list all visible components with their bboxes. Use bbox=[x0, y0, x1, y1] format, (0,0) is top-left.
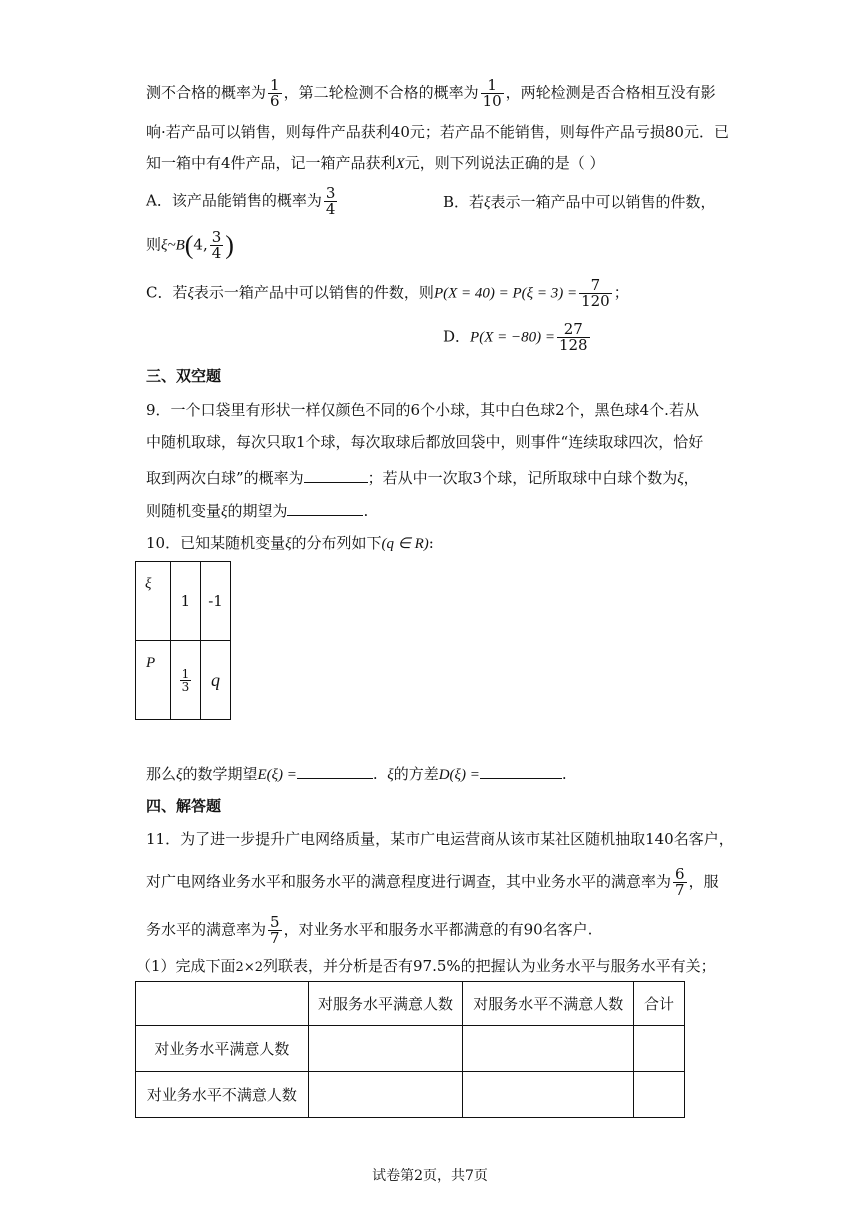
numerator: 3 bbox=[211, 228, 222, 246]
numerator: 1 bbox=[487, 76, 497, 94]
contingency-table bbox=[135, 981, 685, 1118]
answer-blank[interactable] bbox=[480, 762, 562, 779]
q10-text: 的方差 bbox=[393, 765, 439, 783]
variable: ξ bbox=[187, 285, 194, 302]
q10-text: 的分布列如下 bbox=[291, 534, 382, 552]
q8-line2: 响·若产品可以销售，则每件产品获利40元；若产品不能销售，则每件产品亏损80元．已 bbox=[146, 123, 729, 141]
q9-line1: 9．一个口袋里有形状一样仅颜色不同的6个小球，其中白色球2个，黑色球4个.若从 bbox=[146, 401, 699, 419]
fraction bbox=[673, 867, 687, 898]
q8-line1 bbox=[146, 78, 716, 109]
fraction bbox=[268, 915, 282, 946]
option-text: ； bbox=[613, 283, 629, 302]
q8-line3 bbox=[146, 153, 605, 174]
q8-option-b bbox=[443, 192, 715, 213]
q9-text: . bbox=[363, 502, 369, 520]
q11-text: 列联表，并分析是否有97.5%的把握认为业务水平与服务水平有关； bbox=[262, 957, 716, 975]
q10-text: 10．已知某随机变量 bbox=[146, 534, 286, 552]
table-cell: ξ bbox=[136, 562, 171, 641]
table-row-label: 对业务水平满意人数 bbox=[136, 1026, 309, 1072]
q11-line1: 11．为了进一步提升广电网络质量，某市广电运营商从该市某社区随机抽取140名客户， bbox=[146, 830, 734, 848]
fraction bbox=[557, 322, 590, 353]
fraction bbox=[268, 78, 282, 109]
q8-option-a bbox=[146, 186, 339, 217]
table-cell[interactable] bbox=[634, 1026, 685, 1072]
q9-text: ；若从中一次取3个球，记所取球中白球个数为 bbox=[367, 469, 678, 487]
answer-blank[interactable] bbox=[297, 762, 373, 779]
page-footer: 试卷第2页，共7页 bbox=[372, 1168, 488, 1184]
variable: ξ bbox=[387, 767, 394, 783]
numerator: 7 bbox=[590, 276, 601, 294]
math-expression: (q ∈ R) bbox=[381, 536, 429, 552]
q11-text: 对广电网络业务水平和服务水平的满意程度进行调查，其中业务水平的满意率为 bbox=[146, 872, 672, 891]
option-text: B．若 bbox=[443, 193, 485, 211]
section-heading-4: 四、解答题 bbox=[146, 797, 222, 815]
option-text: C．若 bbox=[146, 283, 188, 302]
option-text: 表示一箱产品中可以销售的件数，则 bbox=[193, 283, 434, 302]
table-row bbox=[136, 1026, 685, 1072]
table-row bbox=[136, 1072, 685, 1118]
q10-text: : bbox=[428, 534, 434, 552]
numerator: 5 bbox=[270, 913, 280, 931]
denominator: 4 bbox=[325, 200, 336, 218]
q8-option-c bbox=[146, 278, 629, 309]
variable: X bbox=[395, 156, 405, 172]
option-text: 表示一箱产品中可以销售的件数， bbox=[490, 193, 716, 211]
table-cell bbox=[170, 641, 200, 720]
variable: ξ bbox=[176, 767, 183, 783]
table-cell[interactable] bbox=[308, 1026, 463, 1072]
section-heading-3: 三、双空题 bbox=[146, 367, 222, 385]
denominator: 7 bbox=[270, 929, 280, 947]
q8-text: ，第二轮检测不合格的概率为 bbox=[283, 83, 479, 102]
table-cell[interactable] bbox=[308, 1072, 463, 1118]
q10-text: . bbox=[561, 765, 567, 783]
math-expression: 2×2 bbox=[235, 960, 263, 975]
q8-option-b-line2 bbox=[146, 230, 234, 261]
paren-left: ( bbox=[184, 230, 194, 260]
table-header-cell: 对服务水平满意人数 bbox=[308, 982, 463, 1026]
denominator: 10 bbox=[482, 92, 502, 110]
variable: ξ bbox=[677, 471, 684, 487]
q8-text: 元，则下列说法正确的是（ ） bbox=[404, 154, 605, 172]
math-expression: P(X = −80) = bbox=[470, 329, 555, 346]
q9-text: 则随机变量 bbox=[146, 502, 222, 520]
table-cell[interactable] bbox=[463, 1026, 634, 1072]
fraction bbox=[180, 668, 192, 693]
q10-line1 bbox=[146, 533, 434, 554]
numerator: 27 bbox=[563, 320, 583, 338]
q11-line2 bbox=[146, 867, 719, 898]
q11-text: （1）完成下面 bbox=[136, 957, 236, 975]
paren-right: ) bbox=[225, 230, 234, 260]
denominator: 6 bbox=[270, 92, 280, 110]
numerator: 6 bbox=[675, 865, 685, 883]
q9-text: 取到两次白球”的概率为 bbox=[146, 469, 304, 487]
distribution-table bbox=[135, 561, 231, 720]
table-row-label: 对业务水平不满意人数 bbox=[136, 1072, 309, 1118]
fraction bbox=[481, 78, 504, 109]
binomial-n: 4, bbox=[193, 235, 208, 254]
denominator: 128 bbox=[558, 336, 588, 354]
math-expression: P(X = 40) = P(ξ = 3) = bbox=[433, 285, 578, 302]
q9-text: ， bbox=[683, 469, 699, 487]
q11-text: ，对业务水平和服务水平都满意的有90名客户. bbox=[283, 920, 593, 939]
q8-option-d bbox=[443, 322, 592, 353]
option-text: D． bbox=[443, 327, 471, 346]
table-row bbox=[136, 641, 231, 720]
table-header-row bbox=[136, 982, 685, 1026]
q10-answer-line bbox=[146, 762, 567, 785]
denominator: 7 bbox=[675, 881, 685, 899]
table-row bbox=[136, 562, 231, 641]
q11-text: ，服 bbox=[688, 872, 719, 891]
variable: ξ bbox=[161, 237, 168, 254]
q9-line4 bbox=[146, 499, 368, 522]
numerator: 1 bbox=[270, 76, 280, 94]
q8-text: 测不合格的概率为 bbox=[146, 83, 267, 102]
table-cell: 1 bbox=[170, 562, 200, 641]
fraction bbox=[579, 278, 612, 309]
q10-text: . bbox=[372, 765, 378, 783]
q8-text: ，两轮检测是否合格相互没有影 bbox=[505, 83, 716, 102]
q9-line2: 中随机取球，每次只取1个球，每次取球后都放回袋中，则事件“连续取球四次，恰好 bbox=[146, 433, 704, 451]
table-cell[interactable] bbox=[634, 1072, 685, 1118]
q10-text: 的数学期望 bbox=[182, 765, 258, 783]
numerator: 3 bbox=[325, 184, 336, 202]
q11-sub1 bbox=[136, 956, 716, 978]
variable: ξ bbox=[285, 536, 292, 552]
variable: ξ bbox=[221, 504, 228, 520]
denominator: 120 bbox=[581, 292, 610, 310]
option-text: 则 bbox=[146, 235, 162, 254]
q11-line3 bbox=[146, 915, 592, 946]
binomial-symbol: ~B bbox=[167, 237, 185, 254]
answer-blank[interactable] bbox=[287, 499, 363, 516]
q8-text: 知一箱中有4件产品，记一箱产品获利 bbox=[146, 154, 396, 172]
table-header-cell bbox=[136, 982, 309, 1026]
numerator: 1 bbox=[181, 666, 190, 681]
table-header-cell: 对服务水平不满意人数 bbox=[463, 982, 634, 1026]
option-text: A．该产品能销售的概率为 bbox=[146, 191, 322, 210]
denominator: 4 bbox=[211, 244, 222, 262]
table-cell: P bbox=[136, 641, 171, 720]
q11-text: 务水平的满意率为 bbox=[146, 920, 267, 939]
fraction bbox=[324, 186, 338, 217]
math-expression: E(ξ) = bbox=[257, 767, 297, 783]
variable: ξ bbox=[484, 195, 491, 211]
table-cell: q bbox=[201, 641, 231, 720]
q10-text: 那么 bbox=[146, 765, 177, 783]
q9-line3 bbox=[146, 466, 699, 489]
table-header-cell: 合计 bbox=[634, 982, 685, 1026]
answer-blank[interactable] bbox=[304, 466, 368, 483]
table-cell: -1 bbox=[201, 562, 231, 641]
fraction bbox=[210, 230, 224, 261]
q9-text: 的期望为 bbox=[227, 502, 288, 520]
math-expression: D(ξ) = bbox=[438, 767, 480, 783]
denominator: 3 bbox=[181, 679, 190, 694]
table-cell[interactable] bbox=[463, 1072, 634, 1118]
